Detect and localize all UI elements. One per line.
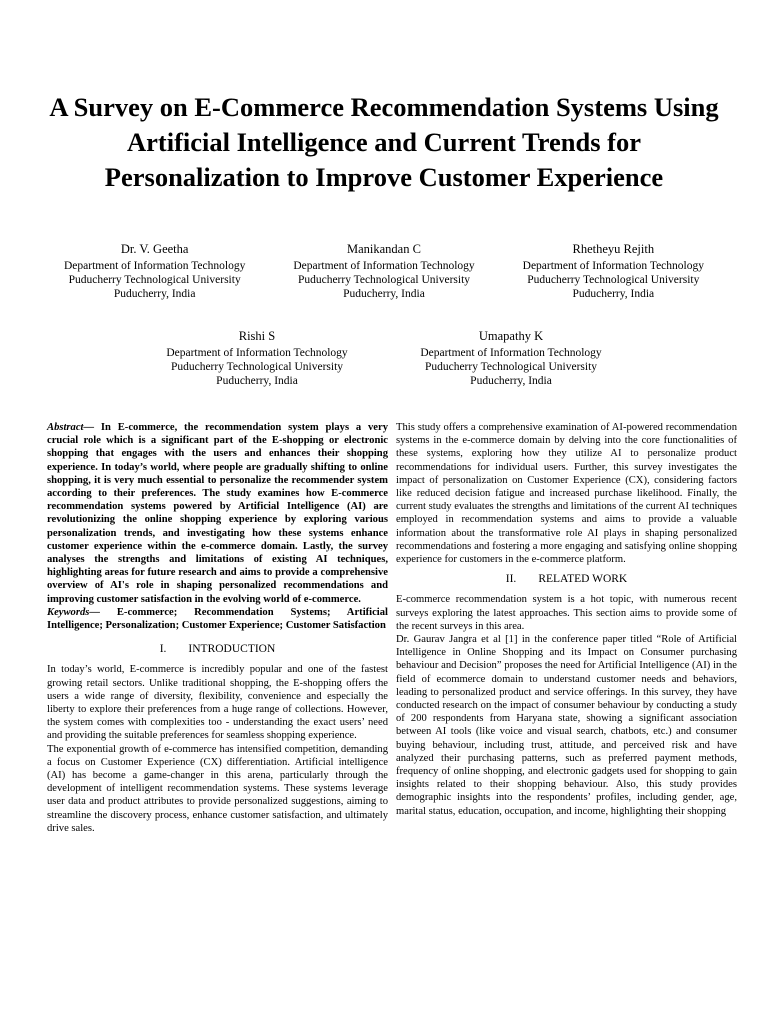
keywords-text: E-commerce; Recommendation Systems; Artificial Intelligence; Personalization; Customer Experience; Customer Satisfaction xyxy=(47,606,388,632)
author-location: Puducherry, India xyxy=(572,288,655,300)
author-row-1 xyxy=(40,242,728,301)
author-university: Puducherry Technological University xyxy=(527,274,700,286)
author-location: Puducherry, India xyxy=(343,288,425,300)
author-row-2 xyxy=(40,329,728,388)
author-location: Puducherry, India xyxy=(216,375,298,387)
intro-paragraph: The exponential growth of e-commerce has intensified competition, demanding a focus on Customer Experience (CX) differentiation. Artificial intelligence (AI) has become a game-changer in this arena, particularly through the development of intelligent recommendation systems. These systems leverage user data and product attributes to provide personalized suggestions, aiming to streamline the discovery process, enhance customer satisfaction, and ultimately drive sales. xyxy=(47,743,388,834)
related-paragraph: E-commerce recommendation system is a hot topic, with numerous recent surveys exploring the latest approaches. This section aims to provide some of the recent surveys in this area. xyxy=(396,594,737,632)
author-department: Department of Information Technology xyxy=(293,260,475,272)
abstract xyxy=(47,421,388,606)
section-number: I. xyxy=(159,643,167,656)
author-name: Rishi S xyxy=(238,329,276,343)
author-university: Puducherry Technological University xyxy=(68,274,241,286)
author-location: Puducherry, India xyxy=(470,375,552,387)
author-department: Department of Information Technology xyxy=(63,260,246,272)
author-department: Department of Information Technology xyxy=(522,260,704,272)
author-university: Puducherry Technological University xyxy=(170,361,344,373)
author-block xyxy=(45,242,265,301)
author-name: Umapathy K xyxy=(478,329,544,343)
section-title: RELATED WORK xyxy=(538,573,628,586)
author-block xyxy=(274,242,494,301)
left-column xyxy=(47,421,388,835)
section-title: INTRODUCTION xyxy=(188,643,276,656)
author-block xyxy=(503,242,723,301)
intro-paragraph-continued: This study offers a comprehensive examination of AI-powered recommendation systems in the e-commerce domain by delving into the core functionalities of these systems, exploring how they utilize AI to personalize product recommendations for individual users. Further, this survey investigates the impact of personalization on Customer Experience (CX), considering factors like reduced decision fatigue and increased purchase likelihood. Finally, the current study evaluates the strengths and limitations of the current AI techniques employed in recommendation systems and aims to provide a valuable information about the transformative role AI plays in shaping personalized recommendations and fostering a more engaging and satisfying online shopping experience for customers in the e-commerce platform. xyxy=(396,422,737,566)
author-block xyxy=(401,329,621,388)
paper-title: A Survey on E-Commerce Recommendation Systems Using Artificial Intelligence and Current Trends for Personalization to Improve Customer Experience xyxy=(49,92,719,192)
abstract-label: Abstract— xyxy=(47,422,95,433)
keywords-label: Keywords— xyxy=(47,606,100,618)
author-block xyxy=(147,329,367,388)
section-heading-related-work xyxy=(396,573,737,586)
author-department: Department of Information Technology xyxy=(420,347,602,359)
author-name: Manikandan C xyxy=(347,242,421,256)
section-heading-introduction xyxy=(47,643,388,656)
right-column xyxy=(396,421,737,818)
author-name: Rhetheyu Rejith xyxy=(572,242,655,256)
author-name: Dr. V. Geetha xyxy=(120,242,189,256)
author-university: Puducherry Technological University xyxy=(297,274,471,286)
intro-paragraph: In today’s world, E-commerce is incredibly popular and one of the fastest growing retail sectors. Unlike traditional shopping, the E-shopping offers the users a wide range of diversity, flexibility, convenience and especially the liberty to explore their preferences from a huge range of collections. However, the system comes with complexities too - understanding the exact users’ need and providing the suitable preferences for seamless shopping experience. xyxy=(47,664,388,742)
author-university: Puducherry Technological University xyxy=(424,361,598,373)
author-location: Puducherry, India xyxy=(113,288,196,300)
section-number: II. xyxy=(505,573,517,586)
related-paragraph: Dr. Gaurav Jangra et al [1] in the conference paper titled “Role of Artificial Intelligence in Online Shopping and its Impact on Consumer purchasing behaviour and Decision” proposes the need for Artificial Intelligence (AI) in the field of ecommerce domain to understand customer needs and behaviors, leading to personalized product and service offerings. In this survey, they have conducted research on the impact of consumer behaviour by conducting a study of 200 respondents from Haryana state, showing a significant association between AI tools (like voice and visual search, chatbots, etc.) and consumer buying behaviour, including trust, attitude, and perceived risk and have analyzed their purchasing patterns, such as preferred payment methods, frequency of online shopping, and electronic gadgets used for shopping to gain insights related to their shopping behaviour. Also, this study provides demographic insights into the respondents’ profiles, including gender, age, marital status, education, occupation, and income, highlighting their shopping xyxy=(396,634,737,817)
keywords xyxy=(47,606,388,632)
author-department: Department of Information Technology xyxy=(166,347,348,359)
abstract-text: In E-commerce, the recommendation system plays a very crucial role which is a significant part of the E-shopping or electronic shopping that engages with the users and enhances their shopping experience. In today’s world, where people are gradually shifting to online shopping, it is very much essential to personalize the recommender system according to their preferences. The study examines how E-commerce recommendation systems powered by Artificial Intelligence (AI) are revolutionizing the online shopping experience by exploring various personalization trends, and investigating how these systems enhance customer experience within the e-commerce domain. Lastly, the survey analyses the strengths and limitations of existing AI techniques, highlighting areas for future research and aims to provide a comprehensive overview of AI's role in shaping personalized recommendations and improving customer satisfaction in the evolving world of e-commerce. xyxy=(47,422,388,605)
